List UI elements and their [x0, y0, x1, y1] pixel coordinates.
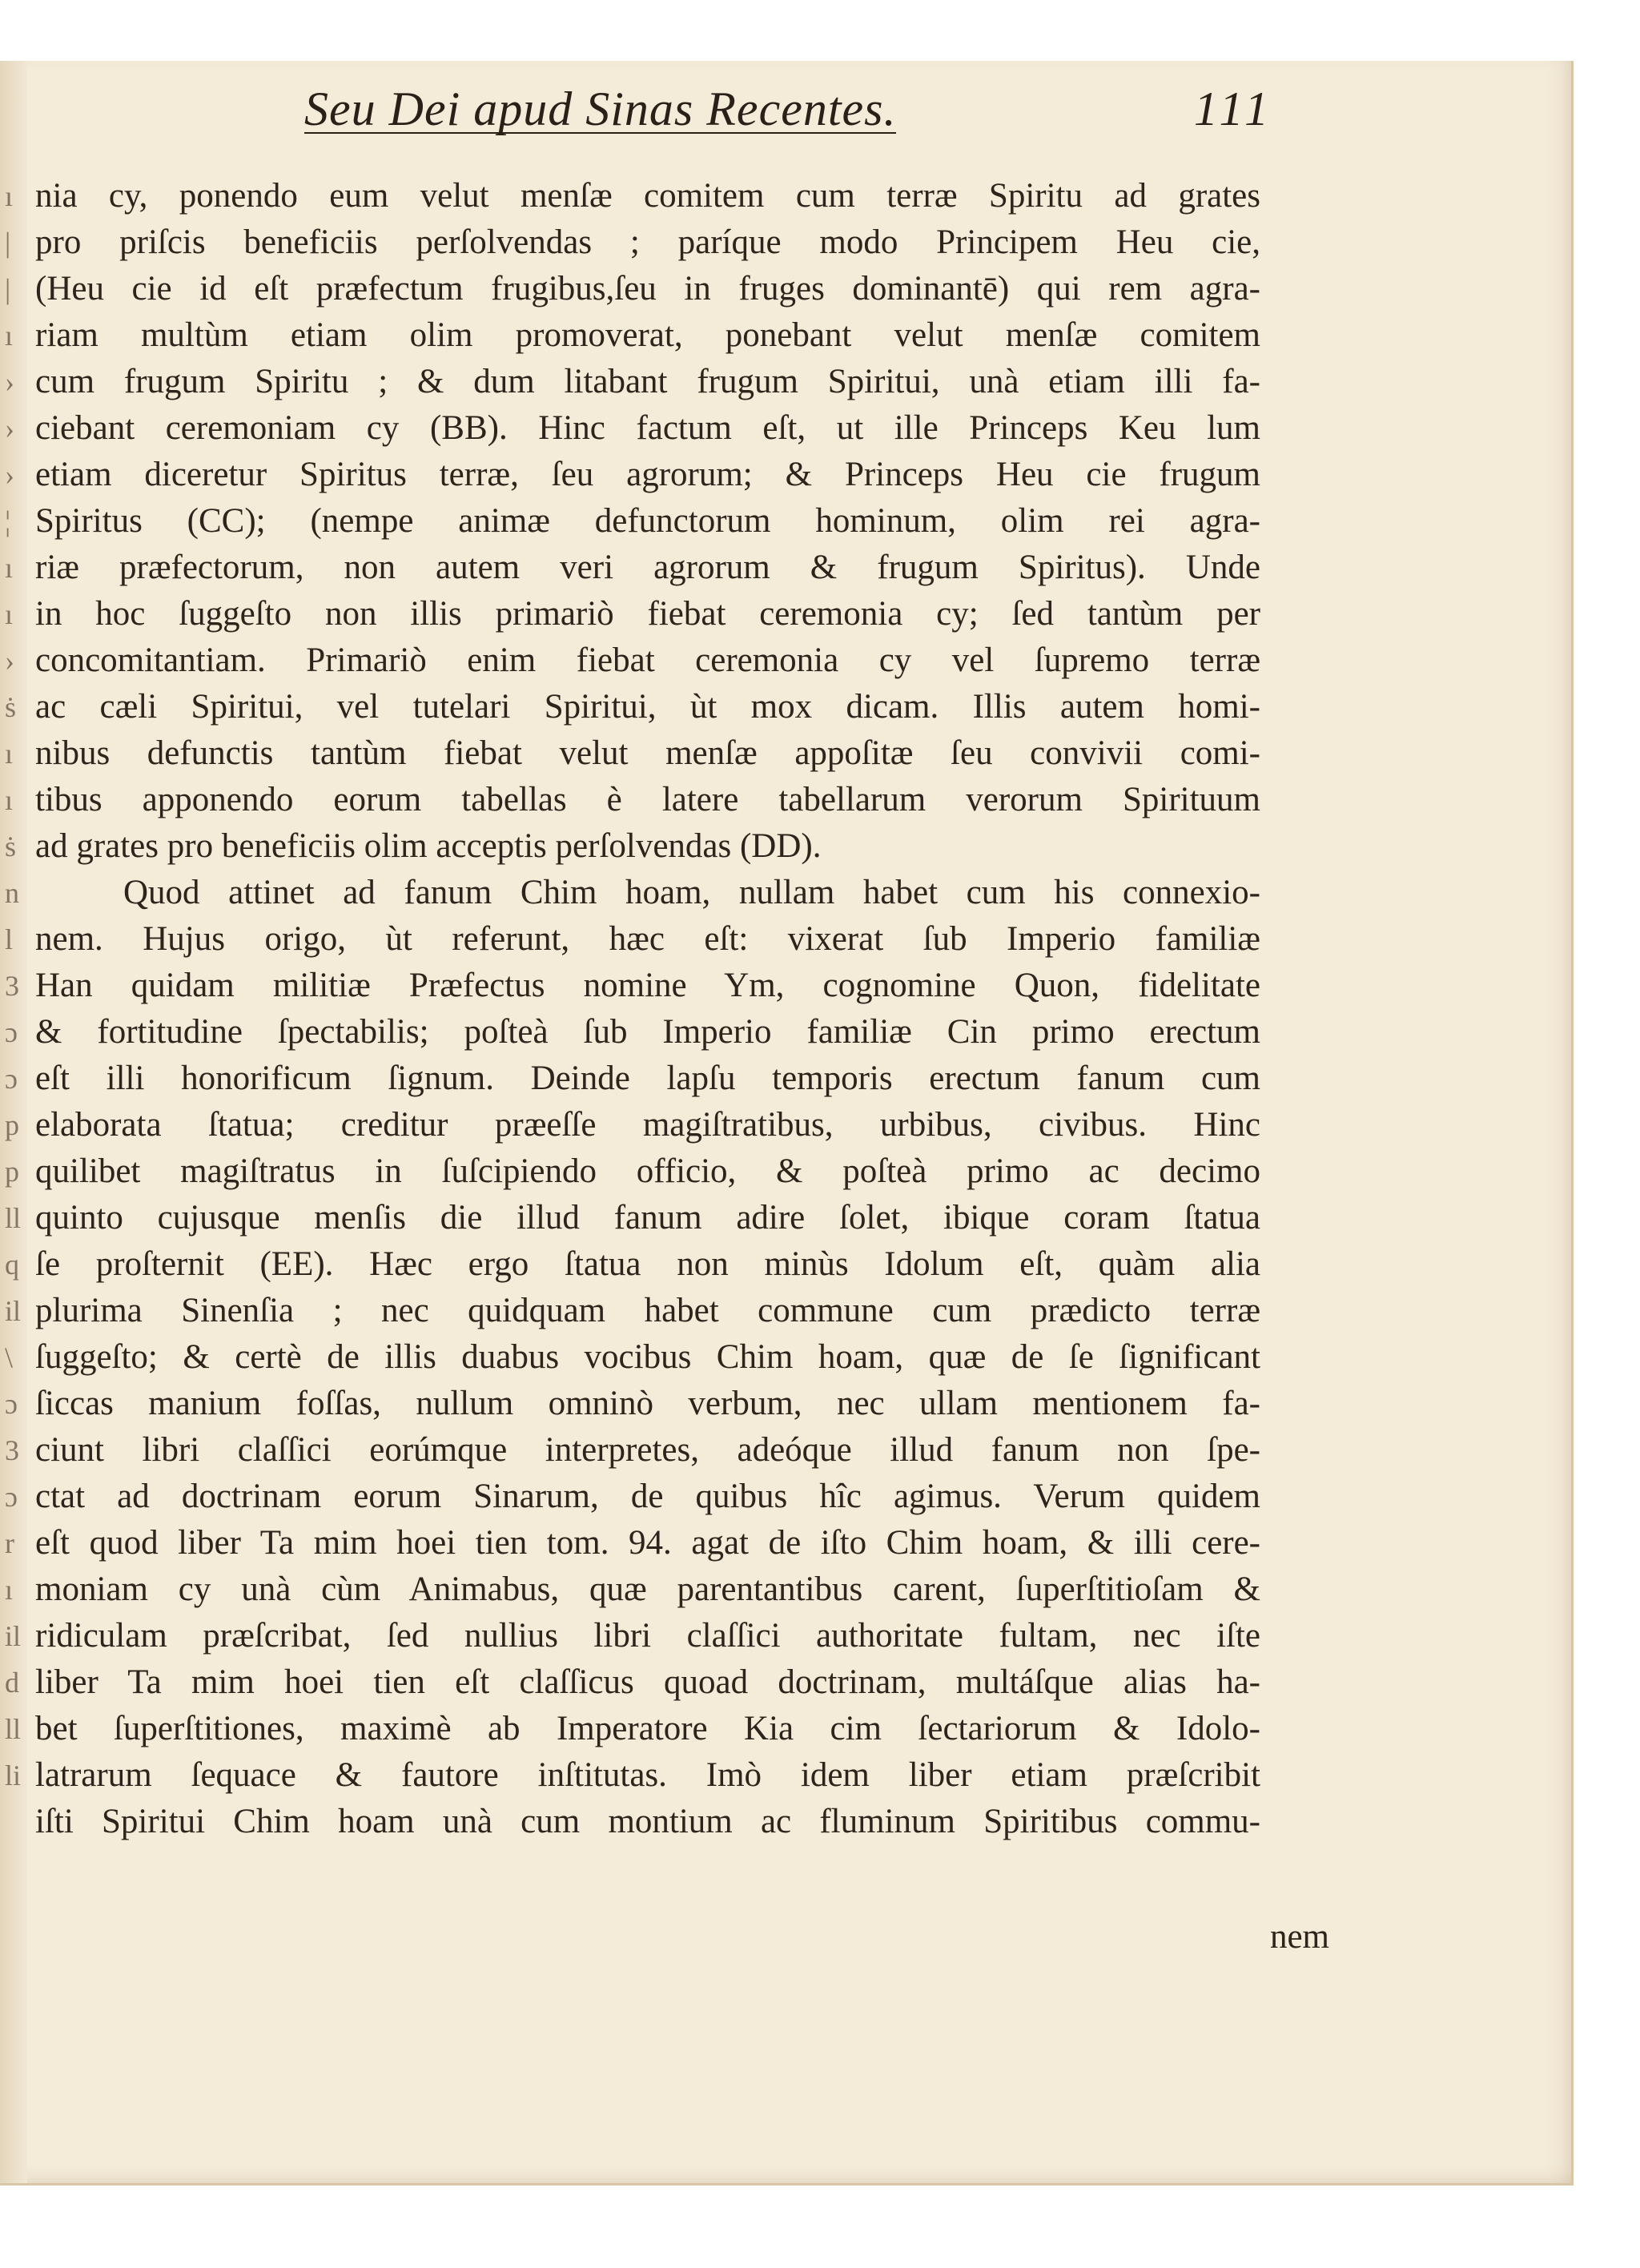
cut-margin-letter: ›: [5, 645, 14, 677]
catchword: nem: [1269, 1918, 1329, 1956]
text-line: pro priſcis beneficiis perſolvendas ; paríque modo Principem Heu cie,: [35, 223, 1260, 261]
text-line: ctat ad doctrinam eorum Sinarum, de quibus hîc agimus. Verum quidem: [35, 1478, 1260, 1515]
text-line: nibus defunctis tantùm fiebat velut menſæ appoſitæ ſeu convivii comi-: [35, 734, 1260, 772]
text-line: plurima Sinenſia ; nec quidquam habet commune cum prædicto terræ: [35, 1292, 1260, 1329]
cut-margin-letters: [0, 173, 32, 1799]
cut-margin-letter: |: [5, 227, 11, 259]
cut-margin-letter: il: [5, 1620, 22, 1652]
text-line: ridiculam præſcribat, ſed nullius libri claſſici authoritate fultam, nec iſte: [35, 1617, 1260, 1655]
text-line: tibus apponendo eorum tabellas è latere tabellarum verorum Spirituum: [35, 781, 1260, 818]
text-line: ciunt libri claſſici eorúmque interpretes, adeóque illud fanum non ſpe-: [35, 1431, 1260, 1469]
cut-margin-letter: 3: [5, 970, 19, 1002]
cut-margin-letter: \: [5, 1341, 14, 1373]
cut-margin-letter: ɔ: [5, 1016, 18, 1048]
text-line: Spiritus (CC); (nempe animæ defunctorum hominum, olim rei agra-: [35, 502, 1260, 540]
text-line: riam multùm etiam olim promoverat, ponebant velut menſæ comitem: [35, 316, 1260, 354]
cut-margin-letter: ı: [5, 552, 14, 584]
cut-margin-letter: ı: [5, 320, 14, 352]
cut-margin-letter: |: [5, 273, 11, 305]
cut-margin-letter: p: [5, 1156, 19, 1188]
cut-margin-letter: q: [5, 1249, 19, 1281]
text-line: ciebant ceremoniam cy (BB). Hinc factum eſt, ut ille Princeps Keu lum: [35, 409, 1260, 447]
cut-margin-letter: ı: [5, 1574, 14, 1606]
text-line: elaborata ſtatua; creditur præeſſe magiſtratibus, urbibus, civibus. Hinc: [35, 1106, 1260, 1144]
body-text: [35, 173, 1260, 1845]
cut-margin-letter: ll: [5, 1713, 22, 1745]
cut-margin-letter: ı: [5, 738, 14, 770]
text-line: ſuggeſto; & certè de illis duabus vocibus Chim hoam, quæ de ſe ſignificant: [35, 1338, 1260, 1376]
cut-margin-letter: li: [5, 1759, 22, 1791]
text-line: concomitantiam. Primariò enim fiebat ceremonia cy vel ſupremo terræ: [35, 641, 1260, 679]
cut-margin-letter: ›: [5, 366, 14, 398]
text-line: eſt quod liber Ta mim hoei tien tom. 94. agat de iſto Chim hoam, & illi cere-: [35, 1524, 1260, 1562]
running-head: Seu Dei apud Sinas Recentes.: [304, 82, 897, 135]
cut-margin-letter: ı: [5, 598, 14, 630]
cut-margin-letter: ṡ: [5, 830, 17, 863]
text-line: iſti Spiritui Chim hoam unà cum montium ac fluminum Spiritibus commu-: [35, 1803, 1260, 1840]
cut-margin-letter: ɔ: [5, 1481, 18, 1513]
cut-margin-letter: p: [5, 1109, 19, 1141]
text-line: latrarum ſequace & fautore inſtitutas. Imò idem liber etiam præſcribit: [35, 1756, 1260, 1794]
text-line: in hoc ſuggeſto non illis primariò fiebat ceremonia cy; ſed tantùm per: [35, 595, 1260, 633]
text-line: (Heu cie id eſt præfectum frugibus,ſeu in fruges dominantē) qui rem agra-: [35, 270, 1260, 308]
page-header: [304, 82, 1273, 149]
cut-margin-letter: ¦: [5, 505, 11, 537]
text-line: Han quidam militiæ Præfectus nomine Ym, cognomine Quon, fidelitate: [35, 967, 1260, 1004]
text-line: ſe proſternit (EE). Hæc ergo ſtatua non minùs Idolum eſt, quàm alia: [35, 1245, 1260, 1283]
text-line: ad grates pro beneficiis olim acceptis perſolvendas (DD).: [35, 827, 822, 865]
cut-margin-letter: l: [5, 923, 14, 955]
cut-margin-letter: d: [5, 1667, 19, 1699]
cut-margin-letter: il: [5, 1295, 22, 1327]
cut-margin-letter: ll: [5, 1202, 22, 1234]
cut-margin-letter: ›: [5, 412, 14, 444]
cut-margin-letter: n: [5, 877, 19, 909]
text-line: etiam diceretur Spiritus terræ, ſeu agrorum; & Princeps Heu cie frugum: [35, 456, 1260, 493]
text-line: ac cæli Spiritui, vel tutelari Spiritui, ùt mox dicam. Illis autem homi-: [35, 688, 1260, 726]
text-line: quilibet magiſtratus in ſuſcipiendo officio, & poſteà primo ac decimo: [35, 1152, 1260, 1190]
page-number: 111: [1193, 82, 1273, 135]
cut-margin-letter: ı: [5, 180, 14, 212]
cut-margin-letter: ɔ: [5, 1388, 18, 1420]
text-line: quinto cujusque menſis die illud fanum adire ſolet, ibique coram ſtatua: [35, 1199, 1260, 1237]
text-line: cum frugum Spiritu ; & dum litabant frugum Spiritui, unà etiam illi fa-: [35, 363, 1260, 400]
text-line: ſiccas manium foſſas, nullum omninò verbum, nec ullam mentionem fa-: [35, 1385, 1260, 1422]
cut-margin-letter: ı: [5, 784, 14, 816]
text-line: eſt illi honorificum ſignum. Deinde lapſu temporis erectum fanum cum: [35, 1060, 1260, 1097]
cut-margin-letter: ṡ: [5, 691, 17, 723]
text-line: liber Ta mim hoei tien eſt claſſicus quoad doctrinam, multáſque alias ha-: [35, 1663, 1260, 1701]
text-line: bet ſuperſtitiones, maximè ab Imperatore Kia cim ſectariorum & Idolo-: [35, 1710, 1260, 1747]
text-line: nem. Hujus origo, ùt referunt, hæc eſt: vixerat ſub Imperio familiæ: [35, 920, 1260, 958]
cut-margin-letter: 3: [5, 1434, 19, 1466]
text-line: Quod attinet ad fanum Chim hoam, nullam habet cum his connexio-: [123, 874, 1260, 911]
text-line: & fortitudine ſpectabilis; poſteà ſub Imperio familiæ Cin primo erectum: [35, 1013, 1260, 1051]
text-line: moniam cy unà cùm Animabus, quæ parentantibus carent, ſuperſtitioſam &: [35, 1570, 1260, 1608]
cut-margin-letter: ›: [5, 459, 14, 491]
cut-margin-letter: ɔ: [5, 1063, 18, 1095]
cut-margin-letter: r: [5, 1527, 14, 1559]
text-line: nia cy, ponendo eum velut menſæ comitem cum terræ Spiritu ad grates: [35, 177, 1260, 215]
text-line: riæ præfectorum, non autem veri agrorum & frugum Spiritus). Unde: [35, 549, 1260, 586]
